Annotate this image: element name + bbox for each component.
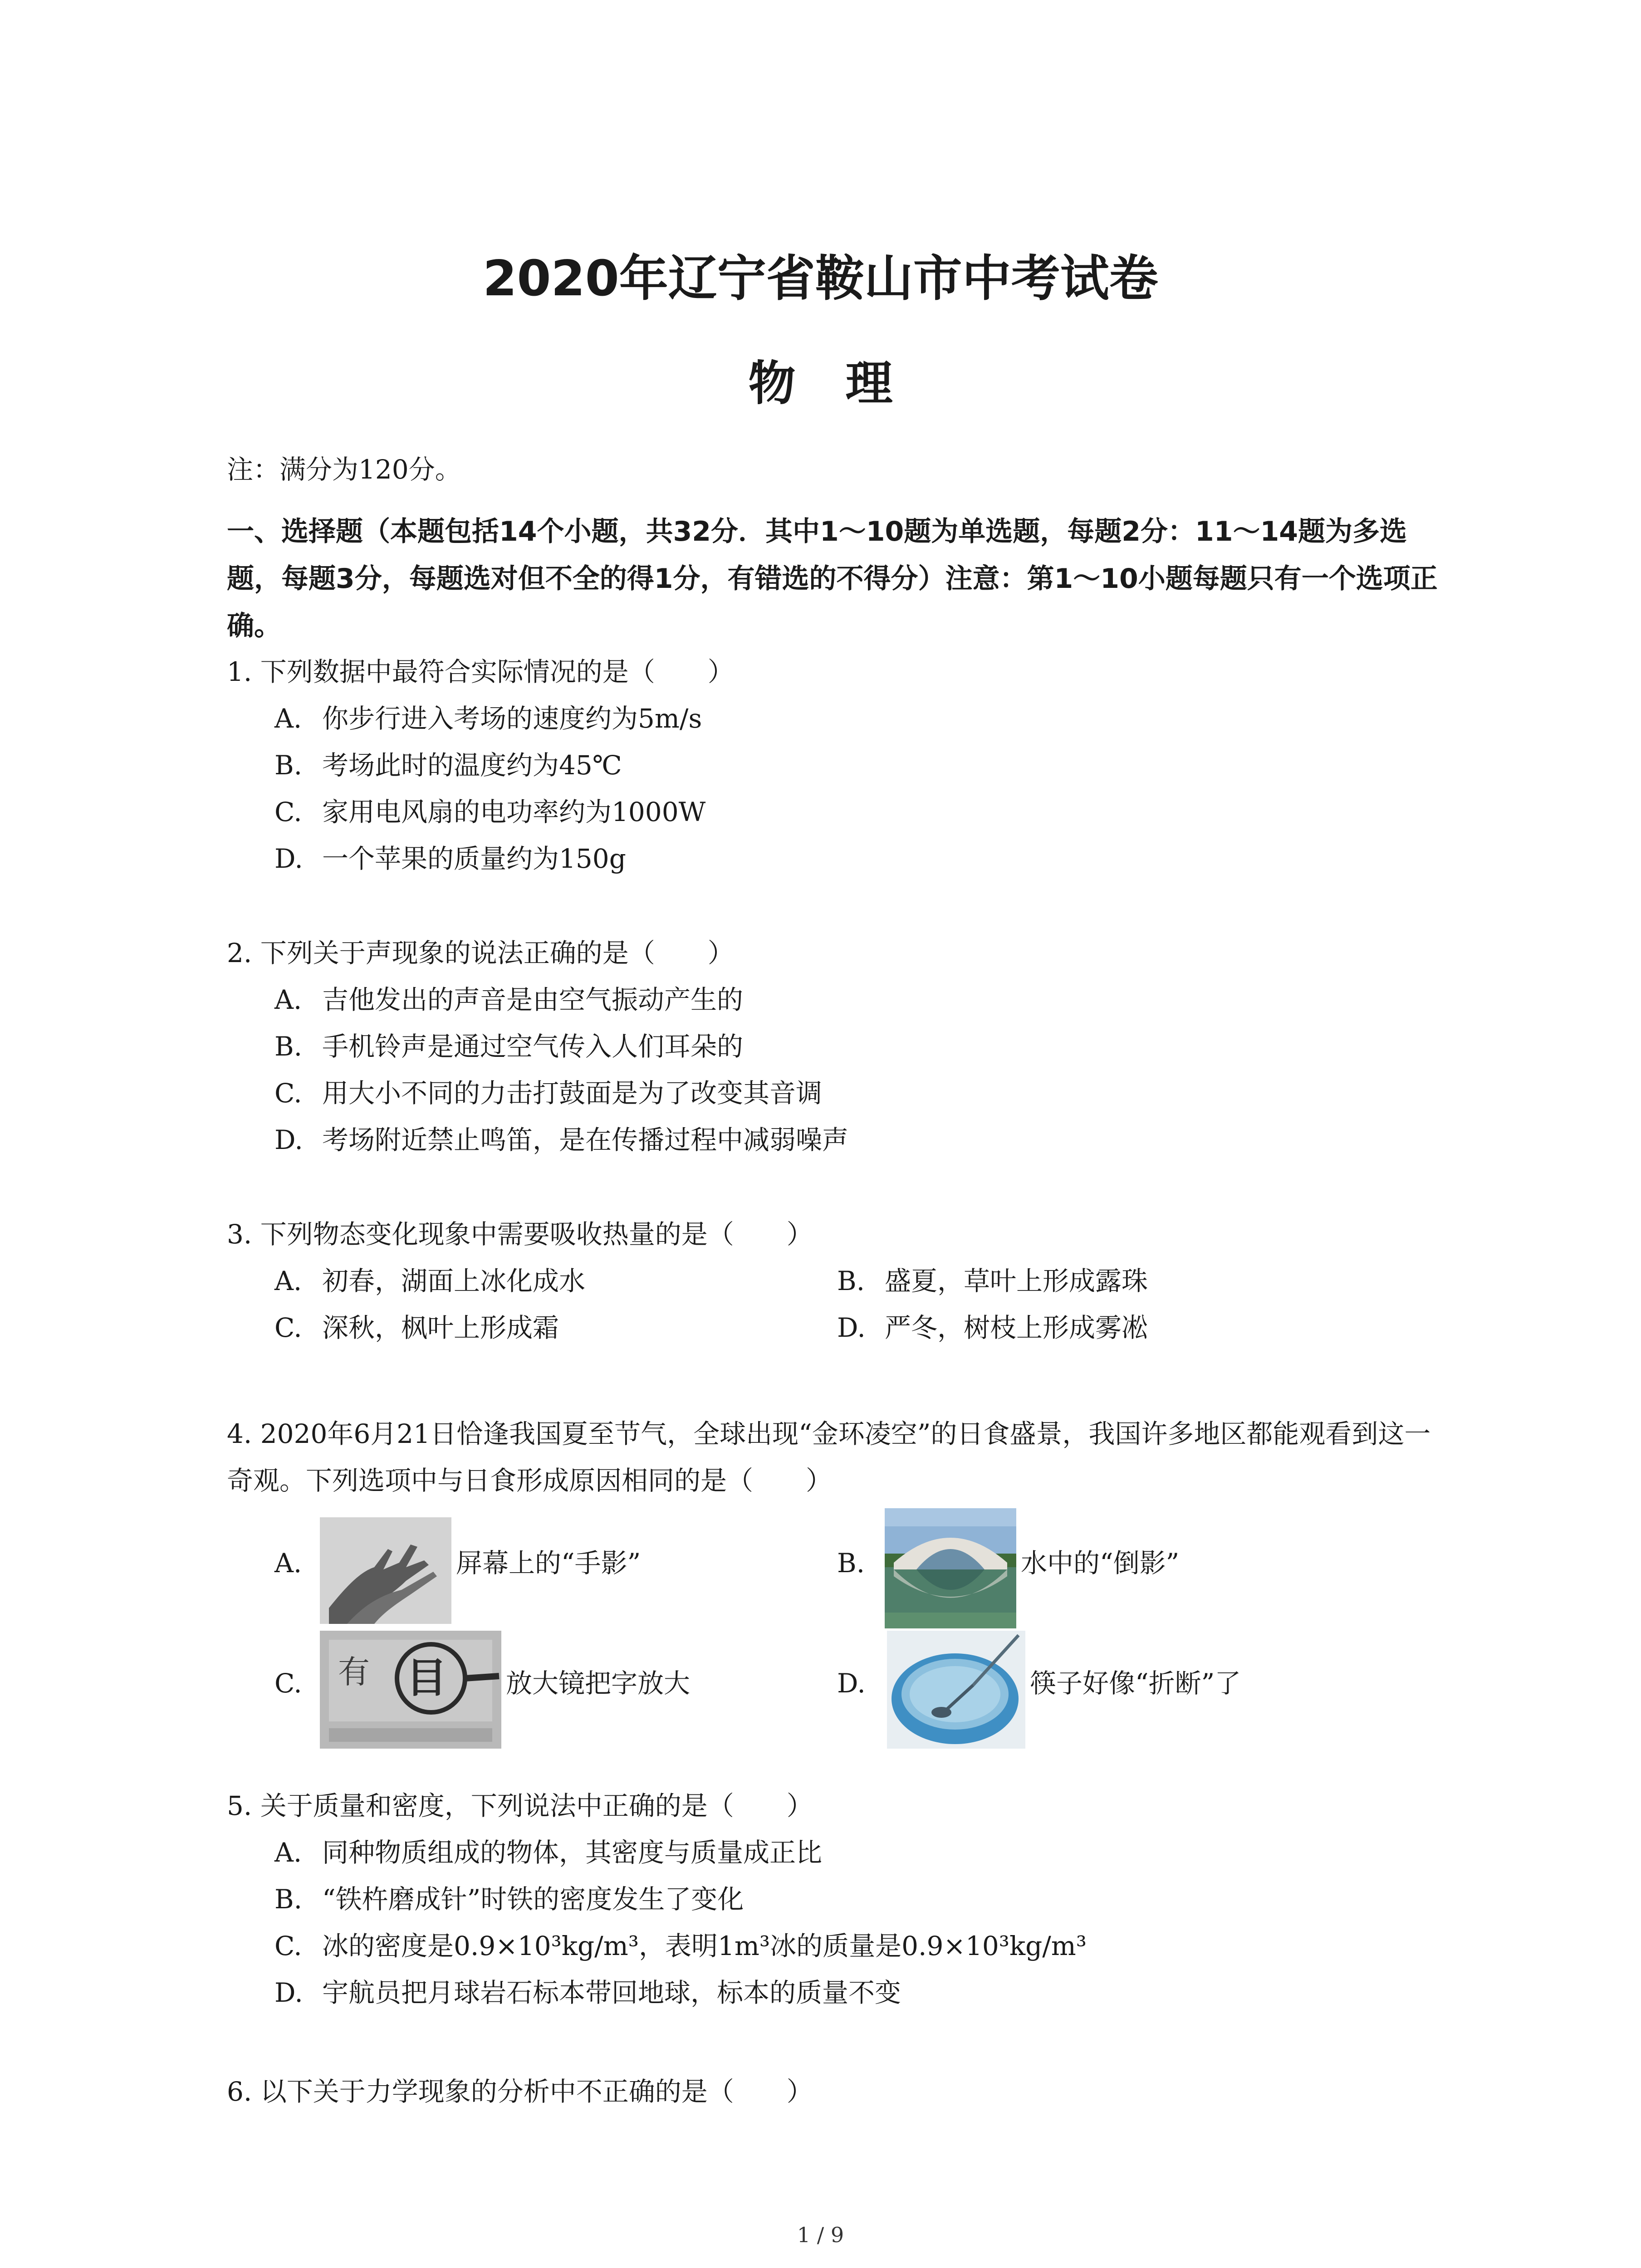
option-letter: B. [274,1884,303,1915]
question-4-option-d-text: 筷子好像“折断”了 [1030,1668,1241,1699]
option-letter: C. [274,797,302,827]
question-4-option-c-text: 放大镜把字放大 [506,1668,691,1699]
question-5-option-d [274,1970,901,2016]
question-5-option-a [274,1829,822,1876]
option-text: 考场附近禁止鸣笛，是在传播过程中减弱噪声 [322,1124,849,1155]
question-5-option-b [274,1876,744,1923]
chopsticks-bowl-image [887,1631,1025,1749]
question-6-stem: 6. 以下关于力学现象的分析中不正确的是（ ） [227,2076,813,2107]
question-4-option-b-letter: B. [837,1548,865,1579]
question-3-option-d [837,1305,1148,1351]
option-letter: A. [274,984,302,1015]
option-text: 一个苹果的质量约为150g [322,843,626,874]
question-1-stem: 1. 下列数据中最符合实际情况的是（ ） [227,656,734,687]
option-text: 冰的密度是0.9×10³kg/m³，表明1m³冰的质量是0.9×10³kg/m³ [322,1931,1087,1961]
question-1-option-b [274,742,622,789]
magnifier-image [320,1631,501,1749]
question-5-stem: 5. 关于质量和密度，下列说法中正确的是（ ） [227,1790,813,1821]
question-2-option-d [274,1117,848,1163]
exam-title: 2020年辽宁省鞍山市中考试卷 [483,250,1158,307]
option-letter: A. [274,1266,302,1296]
option-letter: C. [274,1312,302,1343]
bridge-reflection-image [885,1508,1016,1628]
option-letter: B. [837,1266,865,1296]
question-3-option-c [274,1305,559,1351]
question-2-option-a [274,977,743,1023]
hand-shadow-image [320,1517,451,1624]
score-note: 注：满分为120分。 [227,454,461,485]
option-letter: C. [274,1931,302,1961]
section-heading: 一、选择题（本题包括14个小题，共32分．其中1～10题为单选题，每题2分：11～14题为多选题，每题3分，每题选对但不全的得1分，有错选的不得分）注意：第1～10小题每题只有一个选项正确。 [227,516,1438,642]
question-5-option-c [274,1923,1087,1970]
option-text: 宇航员把月球岩石标本带回地球，标本的质量不变 [322,1977,901,2008]
option-text: 家用电风扇的电功率约为1000W [322,797,706,827]
option-letter: A. [274,1837,302,1868]
question-1-option-c [274,789,705,836]
svg-text:有: 有 [338,1653,370,1691]
option-letter: D. [837,1312,866,1343]
subject-title: 物理 [748,356,943,411]
option-letter: D. [274,1977,303,2008]
option-text: 考场此时的温度约为45℃ [322,750,622,781]
option-text: “铁杵磨成针”时铁的密度发生了变化 [322,1884,744,1915]
question-3-option-b [837,1258,1148,1305]
question-4-option-a-text: 屏幕上的“手影” [456,1548,641,1579]
question-4-option-c-letter: C. [274,1668,302,1699]
page-number: 1 / 9 [797,2223,844,2247]
question-4-option-b-text: 水中的“倒影” [1021,1548,1180,1579]
option-text: 深秋，枫叶上形成霜 [322,1312,559,1343]
option-letter: B. [274,750,303,781]
question-2-option-c [274,1070,822,1117]
question-2-stem: 2. 下列关于声现象的说法正确的是（ ） [227,938,734,968]
option-text: 初春，湖面上冰化成水 [322,1266,586,1296]
option-letter: C. [274,1078,302,1109]
question-2-option-b [274,1023,743,1070]
option-letter: D. [274,843,303,874]
option-letter: A. [274,703,302,734]
svg-text:目: 目 [406,1654,447,1702]
option-text: 用大小不同的力击打鼓面是为了改变其音调 [322,1078,823,1109]
option-letter: D. [274,1124,303,1155]
question-1-option-a [274,695,702,742]
question-4-option-d-letter: D. [837,1668,866,1699]
question-1-option-d [274,836,626,882]
option-text: 盛夏，草叶上形成露珠 [885,1266,1148,1296]
option-text: 同种物质组成的物体，其密度与质量成正比 [322,1837,823,1868]
question-4-option-a-letter: A. [274,1548,302,1579]
question-4-stem: 4. 2020年6月21日恰逢我国夏至节气，全球出现“金环凌空”的日食盛景，我国许多地区都能观看到这一奇观。下列选项中与日食形成原因相同的是（ ） [227,1418,1431,1496]
option-text: 手机铃声是通过空气传入人们耳朵的 [322,1031,744,1062]
option-text: 你步行进入考场的速度约为5m/s [322,703,702,734]
question-3-stem: 3. 下列物态变化现象中需要吸收热量的是（ ） [227,1219,813,1250]
option-text: 吉他发出的声音是由空气振动产生的 [322,984,744,1015]
question-3-option-a [274,1258,585,1305]
option-letter: B. [274,1031,303,1062]
option-text: 严冬，树枝上形成雾凇 [885,1312,1148,1343]
